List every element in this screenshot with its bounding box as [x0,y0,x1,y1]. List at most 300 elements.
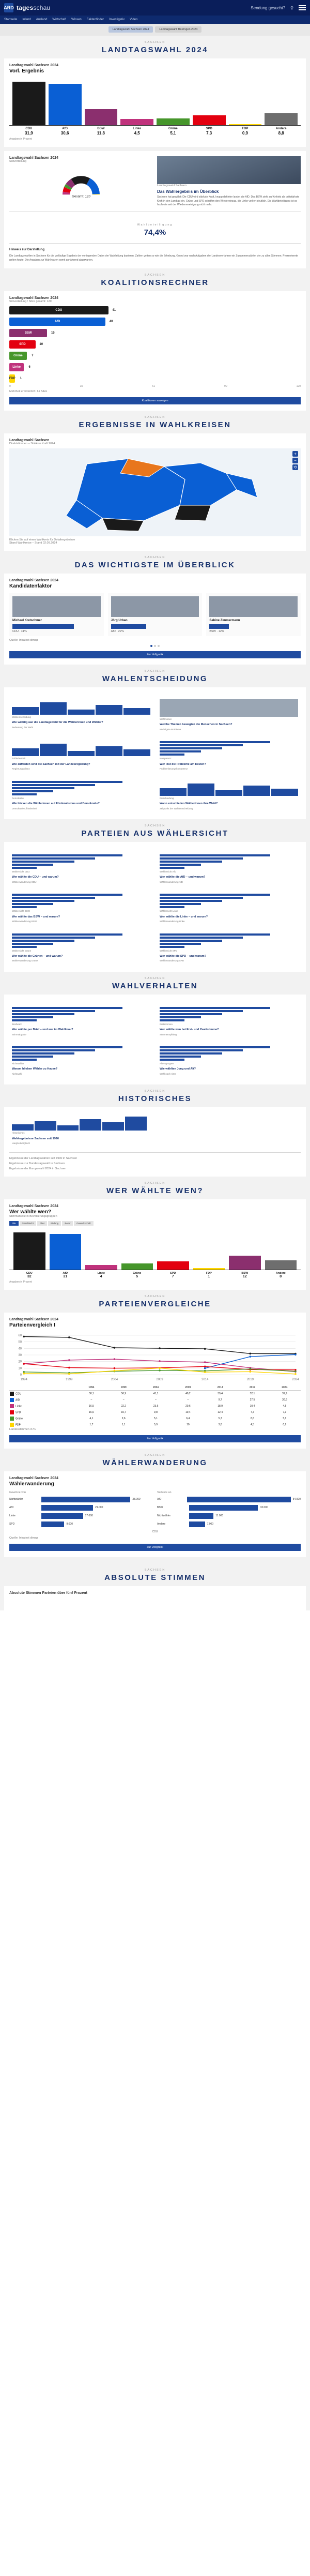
party-name: SPD [170,1271,176,1275]
tile-sub: Wahl nach Alter [160,1073,176,1076]
table-cell-party: CDU [9,1390,75,1397]
coalition-row[interactable] [9,352,301,360]
nav-item-7[interactable]: Video [130,18,138,21]
intro-title: Hinweis zur Darstellung [9,248,45,251]
coalition-row[interactable] [9,318,301,326]
tile-sub: Wählerwanderung BSW [12,920,37,923]
comparison-table-head [9,1385,301,1391]
coalition-party-chip[interactable]: SPD [9,340,36,349]
migration-bar [41,1522,64,1527]
bar-rect [229,124,262,125]
content-tile[interactable] [9,851,153,886]
tile-title[interactable]: Wer wählte per Brief – und wer im Wahllokal? [12,1028,73,1032]
coalition-scale-tick: 90 [224,385,227,388]
party-value: 7 [172,1274,174,1278]
coalition-scale-tick: 30 [80,385,83,388]
bar-rect [12,82,45,125]
migration-source: Quelle: Infratest dimap [9,1536,38,1540]
tile-title[interactable]: Wie wählten Jung und Alt? [160,1067,196,1071]
party-name: Grüne [168,127,178,130]
coalition-row[interactable] [9,340,301,349]
coalition-party-chip[interactable]: Grüne [9,352,27,360]
tile-mini-chart [12,741,150,756]
coalition-row[interactable] [9,329,301,337]
whovoted-title: WER WÄHLTE WEN? [106,1186,204,1195]
result-legend-item [157,127,190,135]
tile-kicker: Wahlmotive [160,718,172,721]
coalition-party-chip[interactable]: CDU [9,306,109,314]
whovoted-bar-andere [265,1260,297,1270]
seats-sub: Sitzverteilung [9,160,27,163]
map-reset-button[interactable]: ⟲ [292,464,298,470]
migration-value: 38.000 [132,1498,141,1501]
map-zoom-out-button[interactable]: − [292,458,298,463]
result-bar-afd [49,84,82,125]
tile-title[interactable]: Wer wählte die Linke – und warum? [160,915,208,918]
table-cell-value: 4,5 [250,1423,254,1426]
comparison-table-body [9,1390,301,1428]
tile-title[interactable]: Wie wichtig war die Landtagswahl für die Wählerinnen und Wähler? [12,721,103,725]
content-tile[interactable] [157,851,301,886]
teaser-block[interactable] [157,156,301,207]
result-kicker: SACHSEN [144,41,166,44]
table-row [9,1397,301,1403]
districts-hint: Klicken Sie auf einen Wahlkreis für Detailergebnisse [9,538,75,542]
decision-tile-grid [9,697,301,813]
content-tile[interactable] [157,778,301,813]
candidate-list [9,593,301,636]
candidate-pct: AfD · 22% [111,630,124,634]
nav-item-0[interactable]: Startseite [4,18,18,21]
table-cell-value: 5,7 [218,1417,222,1420]
table-cell-value: 4,1 [89,1417,94,1420]
migration-right-rows [157,1497,301,1527]
whovoted-legend-item [121,1272,153,1278]
districts-kicker: SACHSEN [144,416,166,419]
migration-value: 33.000 [260,1506,268,1510]
whovoted-legend [9,1270,301,1278]
decision-card [4,687,306,819]
section-coalition [0,274,310,411]
table-cell-value: 6,4 [186,1417,190,1420]
migration-party-label: BSW [157,1506,163,1510]
tile-mini-chart [12,699,150,715]
comparison-head: Landtagswahl Sachsen 2024 [9,1317,58,1321]
whovoted-bar-bsw [229,1256,261,1270]
section-decision [0,670,310,819]
overview-title: DAS WICHTIGSTE IM ÜBERBLICK [74,561,236,570]
search-icon[interactable]: ⚲ [290,5,293,10]
tile-kicker: Wählersicht BSW [12,910,30,913]
content-tile[interactable] [157,1043,301,1078]
table-col-year: 2014 [204,1385,236,1391]
result-bar-andere [265,113,298,125]
behaviour-title: WAHLVERHALTEN [112,981,198,990]
coalition-seat-count: 15 [51,332,55,335]
tile-sub: Wählerwanderung Grüne [12,959,38,962]
whovoted-subtab[interactable]: Bildung [48,1221,61,1226]
district-map-svg[interactable] [9,448,301,536]
tile-kicker: Wählersicht SPD [160,949,178,952]
svg-text:2004: 2004 [111,1378,118,1381]
tile-title[interactable]: Wer wählte die SPD – und warum? [160,954,207,958]
comparison-kicker: SACHSEN [144,1294,166,1298]
teaser-headline[interactable]: Das Wahlergebnis im Überblick [157,189,219,194]
candidate-photo [111,596,199,617]
table-cell-value: 9,7 [218,1398,222,1402]
coalition-row[interactable] [9,306,301,314]
whovoted-subtab[interactable]: Beruf [62,1221,73,1226]
table-cell-value: 41,1 [153,1392,159,1395]
history-title: HISTORISCHES [118,1094,192,1104]
party-value: 8 [280,1274,282,1278]
partyview-card [4,842,306,972]
candidate-photo [209,596,298,617]
candidate-name: Sabine Zimmermann [209,619,240,623]
section-behaviour [0,977,310,1085]
content-tile[interactable] [157,891,301,926]
decision-title: WAHLENTSCHEIDUNG [102,674,208,684]
whovoted-subtab[interactable]: Alter [37,1221,47,1226]
carousel-dots[interactable] [9,645,301,647]
table-row [9,1415,301,1422]
tile-title[interactable]: Wer wählte wen bei Erst- und Zweitstimme? [160,1028,219,1032]
whovoted-bar-afd [50,1234,82,1270]
svg-text:1999: 1999 [66,1378,73,1381]
migration-button[interactable]: Zur Vollgrafik [9,1544,301,1551]
whovoted-subtab[interactable]: Geschlecht [20,1221,37,1226]
svg-text:1994: 1994 [20,1378,27,1381]
migration-party-label: Nichtwähler [157,1514,171,1518]
coalition-button[interactable]: Koalitionen anzeigen [9,397,301,404]
result-legend-item [49,127,82,135]
coalition-row[interactable] [9,374,301,383]
migration-bar [41,1505,93,1511]
migration-party-label: AfD [9,1506,14,1510]
teaser-kicker: Landtagswahl Sachsen [157,184,187,187]
whovoted-subtab[interactable]: Alle [9,1221,19,1226]
bar-rect [193,115,226,125]
table-cell-value: 22,2 [121,1404,127,1408]
result-bar-fdp [229,124,262,125]
migration-left-rows [9,1497,153,1527]
result-bar-legend [9,126,301,135]
candidate-photo [12,596,101,617]
absolute-card [4,1586,306,1610]
tile-title[interactable]: Wer wählte das BSW – und warum? [12,915,60,918]
overview-button[interactable]: Zur Vollgrafik [9,651,301,658]
tile-title[interactable]: Warum blieben Wähler zu Hause? [12,1067,58,1071]
migration-title: WÄHLERWANDERUNG [102,1458,208,1467]
coalition-sub: Sitzverteilung / Sitze gesamt: 120 [9,300,52,304]
comparison-button[interactable]: Zur Vollgrafik [9,1435,301,1442]
tile-title[interactable]: Wie blicken die Wählerinnen auf Förderalismus und Demokratie? [12,802,100,805]
whovoted-bar-chart [9,1230,301,1270]
coalition-party-chip[interactable]: BSW [9,329,47,337]
tile-mini-chart [12,893,150,909]
history-kicker: SACHSEN [144,1090,166,1093]
migration-row [9,1522,153,1527]
party-color-swatch [10,1392,14,1396]
coalition-scale-tick: 61 [152,385,155,388]
party-name: Linke [97,1271,105,1275]
result-bar-cdu [12,82,45,125]
table-cell-value: 39,4 [218,1392,223,1395]
result-legend-item [12,127,45,135]
whovoted-legend-item [157,1272,189,1278]
whovoted-subtab[interactable]: Gewerkschaft [74,1221,94,1226]
content-tile[interactable] [9,738,153,773]
candidate-bar [209,624,229,629]
candidate-pct: CDU · 41% [12,630,27,634]
section-partyview [0,824,310,972]
migration-value: 54.000 [292,1498,301,1501]
tile-title[interactable]: Wann entschieden Wählerinnen ihre Wahl? [160,802,218,805]
party-color-swatch [10,1417,14,1421]
tile-mini-chart [160,1046,298,1061]
section-whovoted [0,1182,310,1290]
tile-kicker: Nichtwähler [12,1062,24,1065]
tile-kicker: Wahlentscheidung [12,716,31,719]
tile-title[interactable]: Wer wählte die CDU – und warum? [12,876,59,879]
coalition-seat-count: 41 [112,309,116,312]
content-tile[interactable] [9,930,153,966]
table-cell-value: 10,7 [121,1410,127,1414]
table-col-party [9,1385,75,1391]
table-cell-value: 0,9 [283,1423,287,1426]
tile-title[interactable]: Wer löst die Probleme am besten? [160,762,206,766]
whovoted-legend-item [229,1272,261,1278]
tile-sub: Demokratiezufriedenheit [12,807,37,810]
content-tile[interactable] [157,930,301,966]
party-value: 12 [242,1274,247,1278]
party-value: 8,8 [278,131,284,135]
party-value: 30,6 [60,131,69,135]
whovoted-head: Landtagswahl Sachsen 2024 [9,1204,58,1208]
party-value: 31,9 [25,131,33,135]
turnout-label: Wahlbeteiligung [137,223,173,227]
migration-left-title: Gewinne von [9,1490,26,1494]
content-tile[interactable] [157,1004,301,1039]
tab-thueringen-label: Landtagswahl Thüringen 2024 [159,28,198,31]
migration-bar [187,1497,291,1502]
tab-sachsen-label: Landtagswahl Sachsen 2024 [112,28,149,31]
districts-card [4,433,306,551]
whovoted-note: Stimmanteile in Bevölkerungsgruppen [9,1214,57,1218]
hamburger-icon[interactable] [299,5,306,10]
top-bar-right [251,5,306,10]
candidate-card[interactable] [108,593,203,636]
history-tile-title[interactable]: Wahlergebnisse Sachsen seit 1990 [12,1137,59,1140]
brand-title[interactable] [17,4,50,11]
content-tile[interactable] [157,738,301,773]
nav-item-5[interactable]: Faktenfinder [86,18,104,21]
comparison-sub: Parteienvergleich I [9,1322,55,1328]
svg-text:60: 60 [18,1334,22,1337]
party-name: AfD [62,127,68,130]
tile-title[interactable]: Welche Themen bewegten die Menschen in Sachsen? [160,723,233,727]
party-color-swatch [10,1398,14,1402]
table-cell-value: 16,6 [89,1410,94,1414]
nav-item-1[interactable]: Inland [22,18,31,21]
seats-donut-svg [42,163,120,200]
content-tile[interactable] [157,697,301,734]
party-name: CDU [26,1271,33,1275]
coalition-party-chip[interactable]: AfD [9,318,105,326]
whovoted-card [4,1199,306,1290]
tile-mini-chart [12,854,150,869]
tile-kicker: Erststimmen [160,1022,173,1026]
coalition-seat-count: 7 [32,354,34,358]
migration-party-label: Linke [9,1514,16,1518]
table-cell-value: 58,1 [89,1392,94,1395]
tile-kicker: Zufriedenheit [12,757,26,760]
comparison-line-chart [9,1332,301,1382]
migration-row [157,1513,301,1519]
table-cell-value: – [90,1398,92,1402]
bar-rect [85,109,118,125]
nav-item-3[interactable]: Wirtschaft [52,18,67,21]
table-cell-party: AfD [9,1397,75,1403]
table-cell-party: Linke [9,1403,75,1409]
brand-bold: tages [17,4,34,11]
tile-title[interactable]: Wie zufrieden sind die Sachsen mit der Landesregierung? [12,762,90,766]
table-col-year: 1994 [75,1385,107,1391]
result-bar-chart [9,78,301,126]
tile-kicker: Entscheidung [160,796,174,800]
migration-sub: Wählerwanderung [9,1481,54,1487]
tile-sub: Wählerwanderung SPD [160,959,184,962]
party-value: 11,8 [97,131,105,135]
coalition-party-chip[interactable]: FDP [9,374,15,383]
result-bar-bsw [85,109,118,125]
svg-text:30: 30 [18,1353,22,1357]
turnout-value: 74,4% [144,228,166,237]
section-districts [0,416,310,551]
nav-item-6[interactable]: Investigativ [109,18,125,21]
table-cell-value: 7,3 [283,1410,287,1414]
tile-kicker: Briefwahl [12,1022,22,1026]
tile-mini-chart [12,780,150,796]
svg-text:2024: 2024 [292,1378,299,1381]
comparison-card [4,1313,306,1449]
candidate-card[interactable] [9,593,104,636]
top-bar [0,0,310,16]
coalition-party-chip[interactable]: Linke [9,363,24,371]
party-color-swatch [10,1423,14,1427]
ard-logo[interactable] [4,3,13,12]
bar-rect [265,1260,297,1270]
table-cell-value: 2,6 [121,1417,126,1420]
result-legend-item [265,127,298,135]
partyview-kicker: SACHSEN [144,824,166,827]
logo-text: ARD [4,5,14,10]
intro-text: Die Landtagswahlen in Sachsen für die vorläufige Ergebnis der vorliegenden Daten der Wahlleitung basieren. Zahlen gelten so wie die Erhebung. Grund war nach Aufgaben der Landesverfahren ein Zusammenzählen der zu allen Stimmen. Prozentwerte gelten heute. Die Angaben zur Wahl waren somit annähernd abzuwarten. [9,254,298,262]
table-cell-value: 7,7 [250,1410,254,1414]
bar-rect [265,113,298,125]
tile-sub: Regierungsbilanz [12,767,30,771]
coalition-card [4,291,306,411]
tile-title[interactable]: Wer wählte die Grünen – und warum? [12,954,63,958]
coalition-majority-note: Mehrheit erforderlich: 61 Sitze [9,390,48,394]
table-cell-value: 4,5 [283,1404,287,1408]
history-tile[interactable] [9,1112,149,1148]
party-color-swatch [10,1404,14,1408]
tab-thueringen[interactable] [155,26,202,33]
content-tile[interactable] [9,778,153,813]
nav-item-2[interactable]: Ausland [36,18,48,21]
content-tile[interactable] [9,1004,153,1039]
district-map[interactable] [9,448,301,536]
party-value: 5,1 [170,131,176,135]
section-absolute [0,1562,310,1610]
party-value: 32 [27,1274,32,1278]
table-cell-value: 32,1 [250,1392,255,1395]
whovoted-bar-fdp [193,1268,225,1269]
result-card [4,58,306,147]
history-link-0[interactable]: Ergebnisse der Landtagswahlen seit 1990 in Sachsen [9,1156,78,1160]
whovoted-axis-note: Angaben in Prozent [9,1280,32,1284]
tile-mini-chart [12,1046,150,1061]
tile-sub: Problemlösungskompetenz [160,767,188,771]
table-cell-value: 27,5 [250,1398,255,1402]
tile-title[interactable]: Wer wählte die AfD – und warum? [160,876,206,879]
districts-footer: Stand Wahlkreise – Stand 02.09.2024 [9,541,57,545]
tile-photo [160,699,298,717]
table-cell-party: Grüne [9,1415,75,1422]
whovoted-subtabs[interactable] [9,1221,301,1226]
party-name: Andere [275,1271,286,1275]
content-tile[interactable] [9,1043,153,1078]
history-link-1[interactable]: Ergebnisse zur Bundestagswahl in Sachsen [9,1162,65,1165]
seats-head: Landtagswahl Sachsen 2024 [9,156,58,160]
migration-row [9,1513,153,1519]
svg-text:10: 10 [18,1366,22,1370]
result-bar-spd [193,115,226,125]
search-label[interactable]: Sendung gesucht? [251,5,286,10]
whovoted-legend-item [13,1272,45,1278]
result-title: LANDTAGSWAHL 2024 [101,46,209,54]
tab-sachsen[interactable] [109,26,153,33]
coalition-scale [9,385,301,388]
party-name: Andere [275,127,287,130]
coalition-row[interactable] [9,363,301,371]
comparison-line-svg [9,1332,301,1382]
map-controls[interactable] [292,451,298,470]
content-tile[interactable] [9,891,153,926]
candidate-card[interactable] [206,593,301,636]
absolute-head: Absolute Stimmen Parteien über fünf Prozent [9,1591,87,1595]
nav-item-4[interactable]: Wissen [71,18,82,21]
history-tile-sub: Langzeitvergleich [12,1142,30,1145]
migration-bar [41,1513,83,1519]
table-cell-value: 18,9 [218,1404,223,1408]
content-tile[interactable] [9,697,153,734]
tile-kicker: Wählersicht AfD [160,870,177,873]
teaser-text: Sachsen hat gewählt: Die CDU wird stärkste Kraft, knapp dahinter landet die AfD. Das BSW zieht auf Anhieb als drittstärkste Kraft in den Landtag ein. Grüne und SPD schaffen den Wiedereinzug, die Linke verliert deutlich. Die Wahlbeteiligung ist so hoch wie seit der Wiedervereinigung nicht mehr. [157,195,300,206]
result-axis-note: Angaben in Prozent [9,138,32,141]
svg-text:2014: 2014 [201,1378,209,1381]
districts-sub: Direktstimmen – Stärkste Kraft 2024 [9,442,55,446]
overview-source: Quelle: Infratest dimap [9,639,38,642]
map-zoom-in-button[interactable]: + [292,451,298,457]
migration-head: Landtagswahl Sachsen 2024 [9,1476,58,1480]
history-link-2[interactable]: Ergebnisse der Europawahl 2024 in Sachsen [9,1167,67,1170]
tile-mini-chart [12,933,150,948]
bar-rect [49,84,82,125]
table-cell-value: 1,1 [121,1423,126,1426]
coalition-head: Landtagswahl Sachsen 2024 [9,296,58,300]
